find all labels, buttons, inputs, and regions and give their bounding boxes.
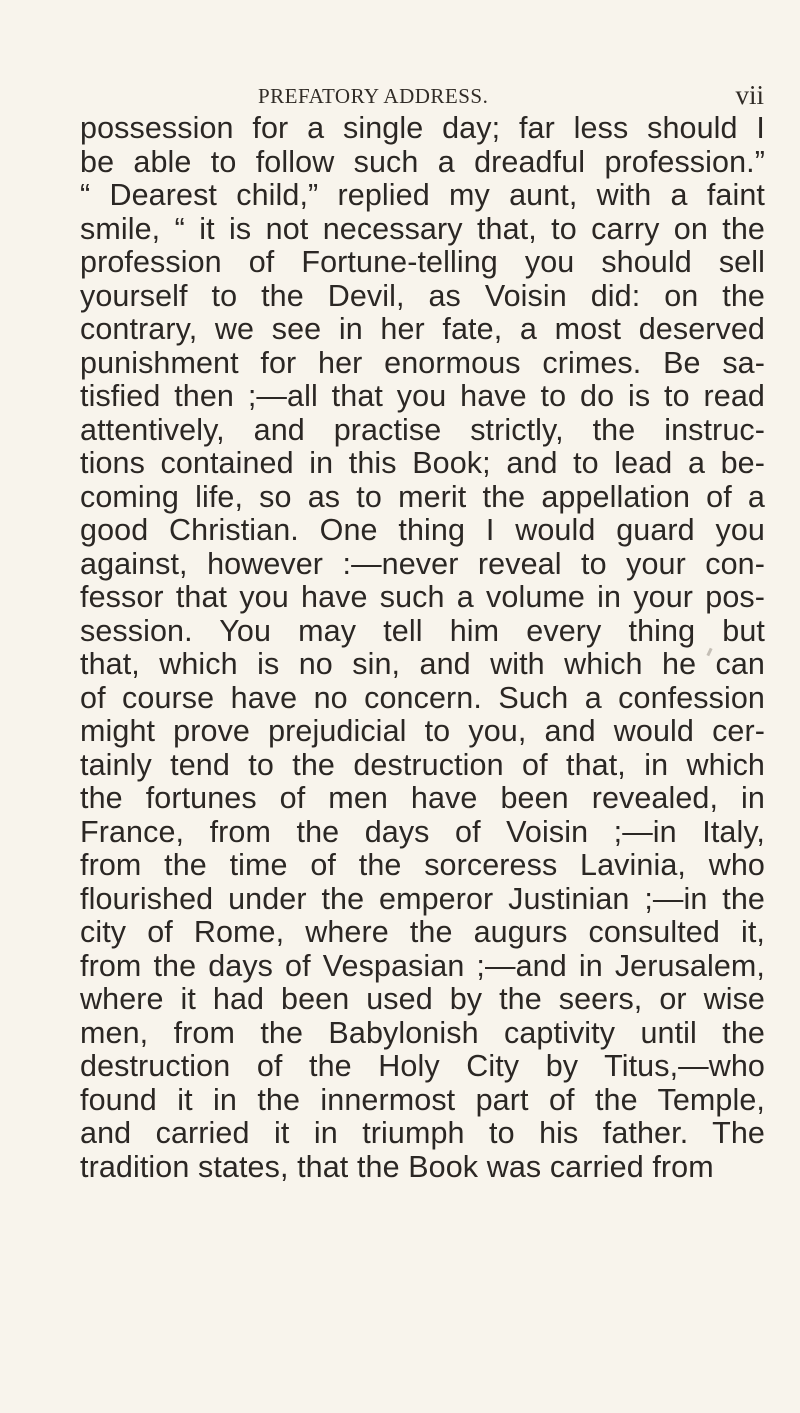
text-line: and carried it in triumph to his father. The (80, 1116, 765, 1150)
text-line: from the time of the sorceress Lavinia, who (80, 848, 765, 882)
text-line: possession for a single day; far less should I (80, 111, 765, 145)
text-line: “ Dearest child,” replied my aunt, with a faint (80, 178, 765, 212)
text-line: tions contained in this Book; and to lead a be- (80, 446, 765, 480)
text-line: punishment for her enormous crimes. Be sa- (80, 345, 765, 380)
text-line: attentively, and practise strictly, the instruc- (80, 412, 765, 447)
text-line: against, however :—never reveal to your con- (80, 546, 765, 581)
text-line: yourself to the Devil, as Voisin did: on the (80, 278, 765, 313)
text-line: where it had been used by the seers, or wise (80, 982, 765, 1016)
text-line: fessor that you have such a volume in your pos- (80, 580, 765, 614)
text-line: destruction of the Holy City by Titus,—who (80, 1049, 765, 1083)
text-line: tisfied then ;—all that you have to do is to read (80, 379, 765, 413)
text-line: profession of Fortune-telling you should sell (80, 245, 765, 279)
text-line: that, which is no sin, and with which he can (80, 647, 765, 681)
text-line: the fortunes of men have been revealed, in (80, 781, 765, 815)
running-title: PREFATORY ADDRESS. (258, 84, 489, 108)
text-line: from the days of Vespasian ;—and in Jerusalem, (80, 948, 765, 983)
text-line: France, from the days of Voisin ;—in Italy, (80, 814, 765, 849)
text-line: smile, “ it is not necessary that, to carry on the (80, 211, 765, 246)
text-line: flourished under the emperor Justinian ;—in the (80, 881, 765, 916)
text-line: found it in the innermost part of the Temple, (80, 1082, 765, 1117)
text-line: contrary, we see in her fate, a most deserved (80, 312, 765, 346)
text-line: session. You may tell him every thing but (80, 613, 765, 648)
text-line: tradition states, that the Book was carried from (80, 1149, 714, 1184)
body-text (80, 112, 765, 1184)
text-line: men, from the Babylonish captivity until the (80, 1015, 765, 1050)
text-line: coming life, so as to merit the appellation of a (80, 479, 765, 514)
text-line: of course have no concern. Such a confession (80, 680, 765, 715)
text-line: good Christian. One thing I would guard you (80, 513, 765, 547)
text-line: be able to follow such a dreadful profession.” (80, 144, 765, 179)
text-line: might prove prejudicial to you, and would cer- (80, 714, 765, 748)
page-number: vii (735, 80, 764, 110)
text-line: tainly tend to the destruction of that, in which (80, 747, 765, 782)
text-line: city of Rome, where the augurs consulted it, (80, 915, 765, 949)
